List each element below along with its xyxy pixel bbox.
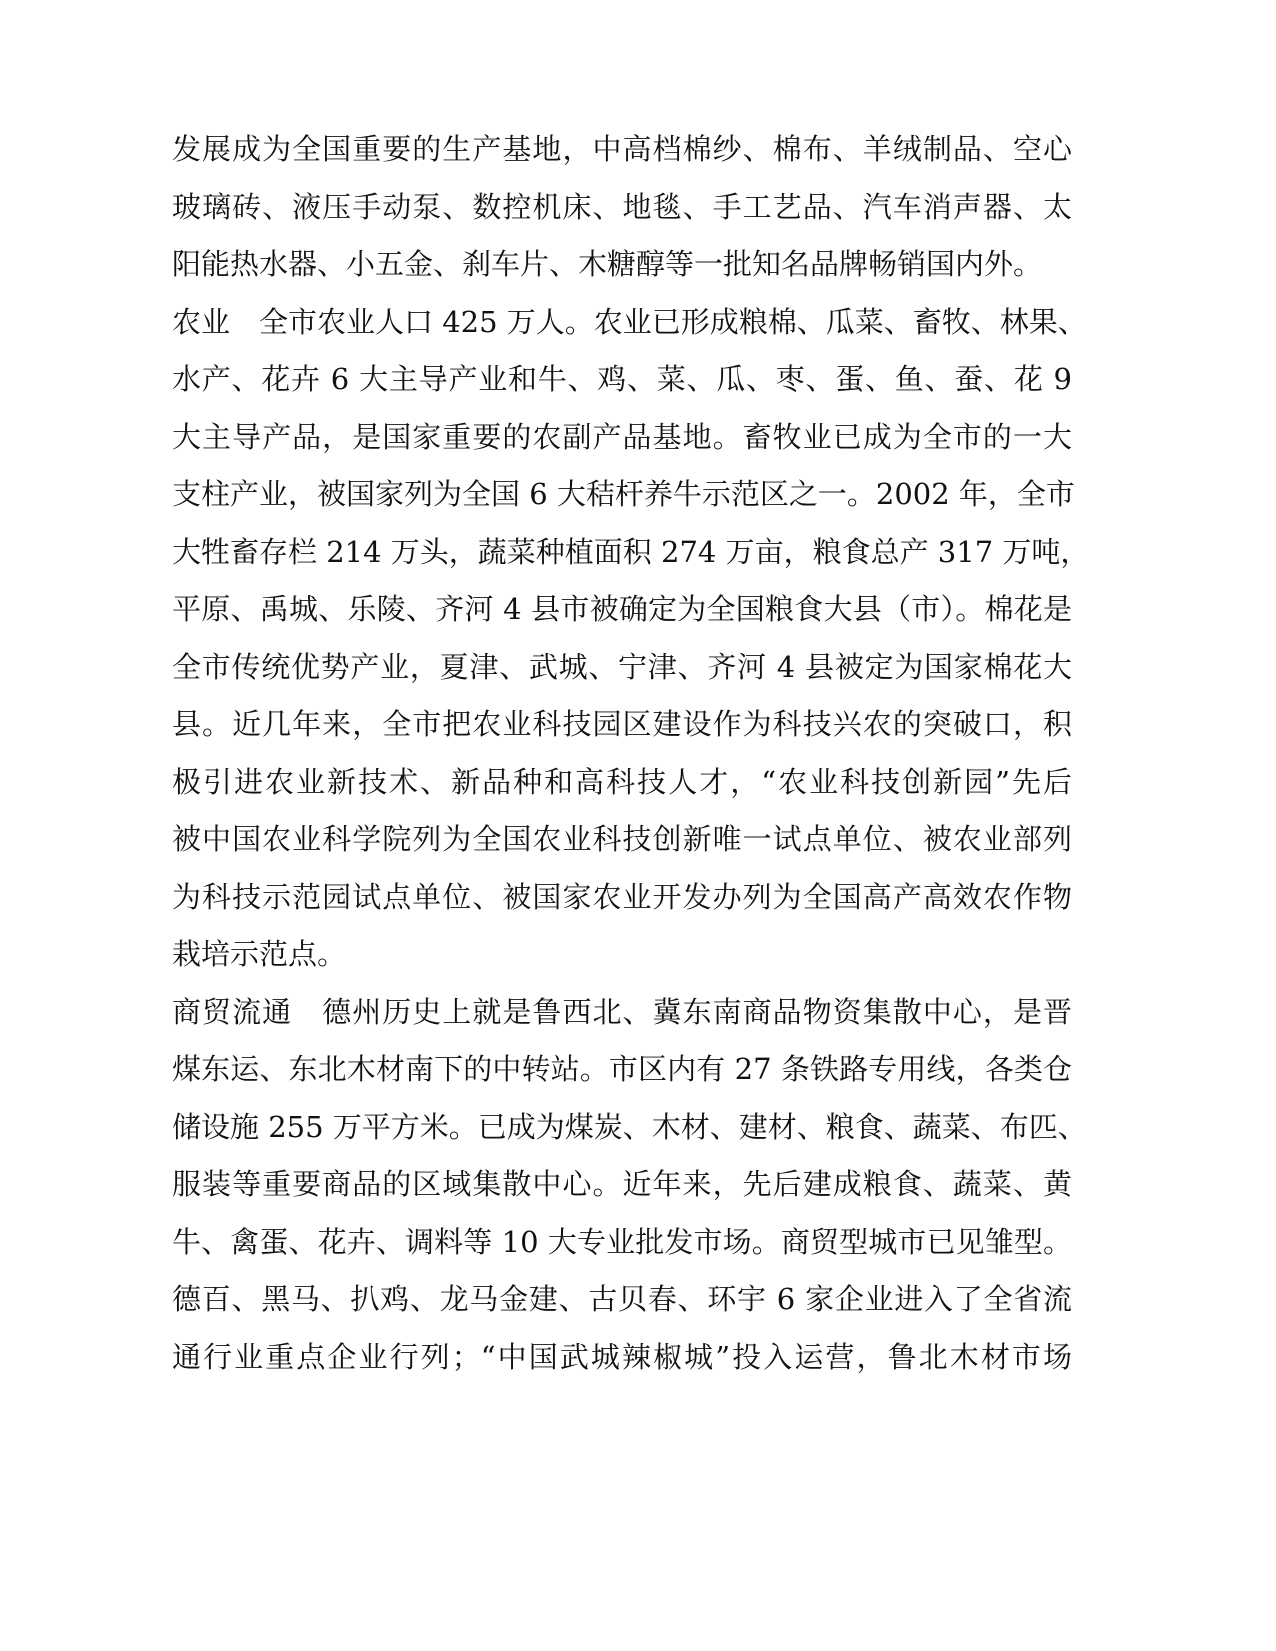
text-line: 商贸流通 德州历史上就是鲁西北、冀东南商品物资集散中心，是晋 <box>172 994 1072 1029</box>
text-line: 被中国农业科学院列为全国农业科技创新唯一试点单位、被农业部列 <box>172 822 1072 856</box>
text-line: 支柱产业，被国家列为全国 6 大秸杆养牛示范区之一。2002 年，全市 <box>172 477 1075 511</box>
text-line: 为科技示范园试点单位、被国家农业开发办列为全国高产高效农作物 <box>172 879 1072 914</box>
text-line: 水产、花卉 6 大主导产业和牛、鸡、菜、瓜、枣、蛋、鱼、蚕、花 9 <box>172 362 1072 396</box>
text-line: 极引进农业新技术、新品种和高科技人才，“农业科技创新园”先后 <box>172 764 1072 799</box>
text-line: 平原、禹城、乐陵、齐河 4 县市被确定为全国粮食大县（市）。棉花是 <box>172 592 1072 626</box>
text-line: 栽培示范点。 <box>172 937 347 971</box>
text-line: 发展成为全国重要的生产基地，中高档棉纱、棉布、羊绒制品、空心 <box>172 132 1072 166</box>
text-line: 牛、禽蛋、花卉、调料等 10 大专业批发市场。商贸型城市已见雏型。 <box>172 1224 1072 1259</box>
text-line: 县。近几年来，全市把农业科技园区建设作为科技兴农的突破口，积 <box>172 707 1072 741</box>
text-line: 全市传统优势产业，夏津、武城、宁津、齐河 4 县被定为国家棉花大 <box>172 649 1072 684</box>
text-line: 德百、黑马、扒鸡、龙马金建、古贝春、环宇 6 家企业进入了全省流 <box>172 1282 1072 1316</box>
text-line: 煤东运、东北木材南下的中转站。市区内有 27 条铁路专用线，各类仓 <box>172 1052 1072 1086</box>
text-line: 储设施 255 万平方米。已成为煤炭、木材、建材、粮食、蔬菜、布匹、 <box>172 1109 1087 1144</box>
text-line: 服装等重要商品的区域集散中心。近年来，先后建成粮食、蔬菜、黄 <box>172 1167 1072 1201</box>
text-line: 大主导产品，是国家重要的农副产品基地。畜牧业已成为全市的一大 <box>172 419 1072 454</box>
text-line: 大牲畜存栏 214 万头，蔬菜种植面积 274 万亩，粮食总产 317 万吨， <box>172 534 1090 569</box>
body-text <box>172 121 1090 1386</box>
text-line: 农业 全市农业人口 425 万人。农业已形成粮棉、瓜菜、畜牧、林果、 <box>172 304 1087 339</box>
text-line: 玻璃砖、液压手动泵、数控机床、地毯、手工艺品、汽车消声器、太 <box>172 189 1072 224</box>
text-line: 通行业重点企业行列；“中国武城辣椒城”投入运营，鲁北木材市场 <box>172 1339 1072 1374</box>
text-line: 阳能热水器、小五金、刹车片、木糖醇等一批知名品牌畅销国内外。 <box>172 247 1043 281</box>
